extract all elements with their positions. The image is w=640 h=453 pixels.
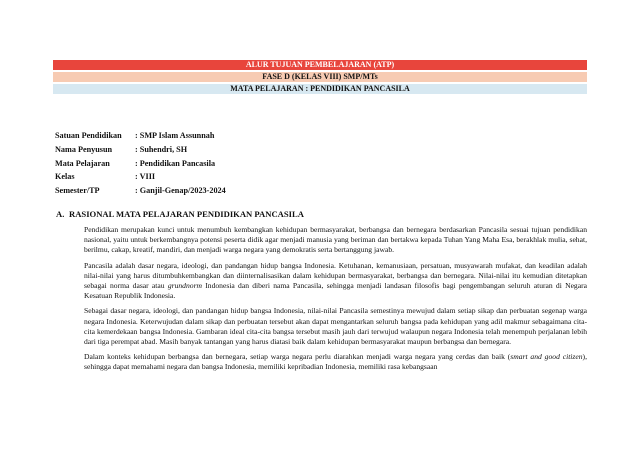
subject-banner: MATA PELAJARAN : PENDIDIKAN PANCASILA bbox=[53, 84, 587, 94]
paragraph-2-text-b: Indonesia dan diberi nama Pancasila, sehingga menjadi landasan filosofis bagi pengembangan seluruh aturan di Negara Kesatuan Republik Indonesia. bbox=[84, 281, 588, 301]
info-label: Kelas bbox=[55, 172, 75, 182]
paragraph-2-text-a: Pancasila adalah dasar negara, ideologi, dan pandangan hidup bangsa Indonesia. Ketuhanan, kemanusiaan, persatuan, musyawarah mufakat, dan keadilan adalah nilai-nilai yang harus ditumbuhkembangkan dan diinternalisasikan dalam kehidupan bermasyarakat, berbangsa dan bernegara. Nilai-nilai itu kemudian ditetapkan sebagai norma dasar atau bbox=[84, 260, 587, 291]
info-label: Semester/TP bbox=[55, 186, 100, 196]
section-title: RASIONAL MATA PELAJARAN PENDIDIKAN PANCASILA bbox=[69, 209, 304, 219]
section-body bbox=[84, 225, 587, 378]
phase-banner: FASE D (KELAS VIII) SMP/MTs bbox=[53, 72, 587, 82]
section-number: A. bbox=[56, 209, 65, 219]
info-value: : Suhendri, SH bbox=[135, 144, 188, 154]
paragraph-2 bbox=[84, 261, 587, 302]
info-value: : Ganjil-Genap/2023-2024 bbox=[135, 186, 226, 196]
info-value: : VIII bbox=[135, 172, 156, 182]
paragraph-1: Pendidikan merupakan kunci untuk menumbuh kembangkan kehidupan bermasyarakat, berbangsa dan bernegara berdasarkan Pancasila sesuai tujuan pendidikan nasional, yaitu untuk berkembangnya potensi peserta didik agar menjadi manusia yang beriman dan bertakwa kepada Tuhan Yang Maha Esa, berakhlak mulia, sehat, berilmu, cakap, kreatif, mandiri, dan menjadi warga negara yang demokratis serta bertanggung jawab. bbox=[84, 225, 587, 255]
paragraph-2-italic: grundnorm bbox=[167, 281, 203, 291]
paragraph-4-italic: smart and good citizen bbox=[510, 352, 583, 362]
info-label: Satuan Pendidikan bbox=[55, 131, 122, 140]
info-label: Nama Penyusun bbox=[55, 144, 113, 154]
section-heading bbox=[56, 209, 304, 219]
paragraph-3: Sebagai dasar negara, ideologi, dan pandangan hidup bangsa Indonesia, nilai-nilai Pancasila semestinya mewujud dalam setiap sikap dan perbuatan segenap warga negara Indonesia. Keterwujudan dalam sikap dan perbuatan tersebut akan dapat mengantarkan seluruh bangsa pada kehidupan yang adil makmur sebagaimana cita-cita kemerdekaan bangsa Indonesia. Gambaran ideal cita-cita bangsa tersebut masih jauh dari terwujud walaupun negara Indonesia telah menempuh perjalanan lebih dari tiga perempat abad. Masih banyak tantangan yang harus diatasi baik dalam kehidupan bermasyarakat maupun berbangsa dan bernegara. bbox=[84, 306, 587, 347]
paragraph-4-text-a: Dalam konteks kehidupan berbangsa dan bernegara, setiap warga negara perlu diarahkan menjadi warga negara yang cerdas dan baik ( bbox=[84, 352, 511, 362]
atp-title-banner: ALUR TUJUAN PEMBELAJARAN (ATP) bbox=[53, 60, 587, 70]
info-value: : Pendidikan Pancasila bbox=[135, 158, 216, 168]
paragraph-4-text-b: ), sehingga dapat memahami negara dan bangsa Indonesia, memiliki kepribadian Indonesia, memiliki rasa kebangsaan bbox=[84, 352, 587, 372]
info-label: Mata Pelajaran bbox=[55, 158, 110, 168]
paragraph-4 bbox=[84, 352, 587, 372]
info-value: : SMP Islam Assunnah bbox=[135, 131, 215, 140]
